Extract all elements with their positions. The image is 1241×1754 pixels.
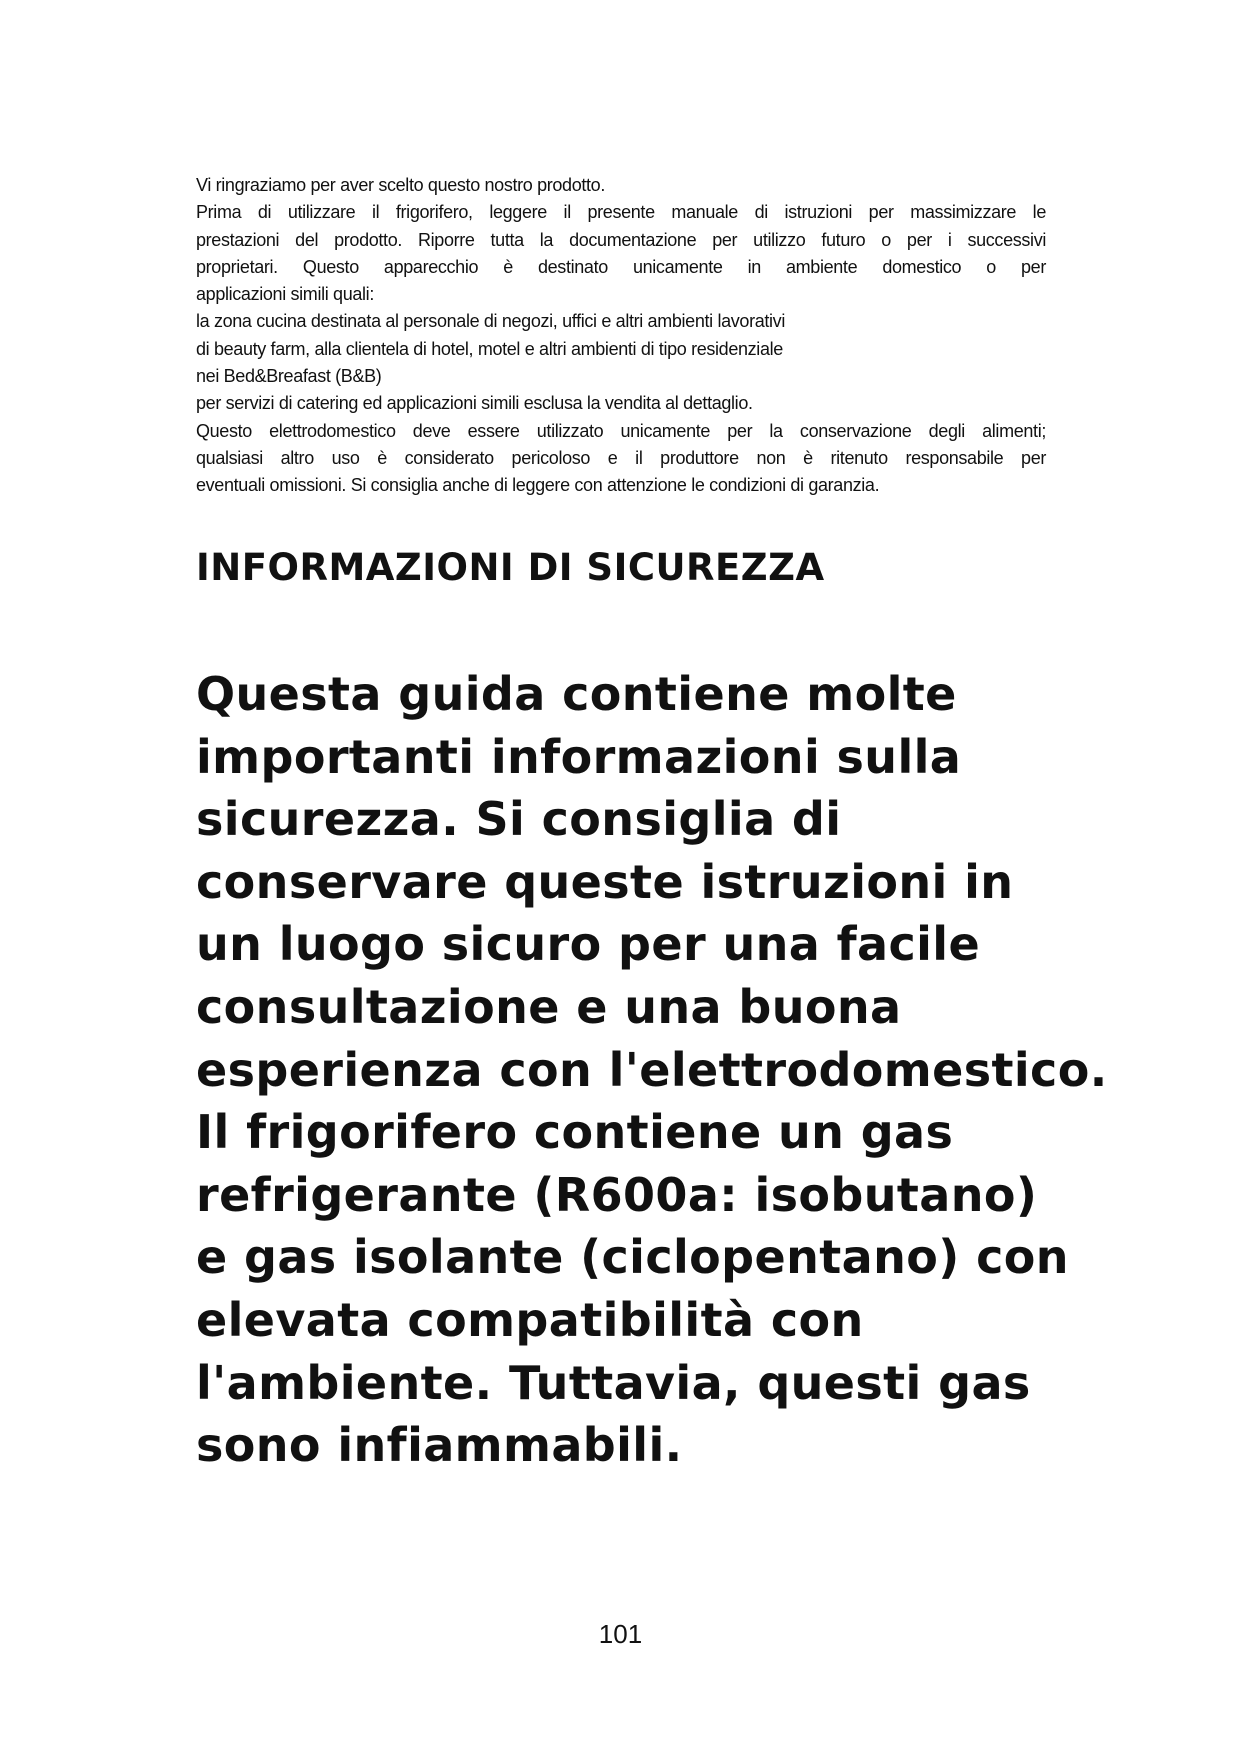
warning-line: refrigerante (R600a: isobutano) [196, 1167, 1038, 1222]
warning-line: l'ambiente. Tuttavia, questi gas [196, 1355, 1031, 1410]
safety-warning-text [196, 663, 1108, 1477]
warning-line: e gas isolante (ciclopentano) con [196, 1230, 1069, 1285]
intro-line: qualsiasi altro uso è considerato pericoloso e il produttore non è ritenuto responsabile per [196, 447, 1046, 468]
intro-line: Vi ringraziamo per aver scelto questo nostro prodotto. [196, 175, 605, 195]
intro-line: prestazioni del prodotto. Riporre tutta la documentazione per utilizzo futuro o per i successivi [196, 229, 1046, 250]
warning-line: un luogo sicuro per una facile [196, 917, 981, 972]
warning-line: elevata compatibilità con [196, 1292, 864, 1347]
intro-line: Prima di utilizzare il frigorifero, leggere il presente manuale di istruzioni per massimizzare le [196, 202, 1046, 223]
intro-line: eventuali omissioni. Si consiglia anche di leggere con attenzione le condizioni di garanzia. [196, 475, 880, 496]
intro-line: applicazioni simili quali: [196, 284, 374, 305]
section-heading: INFORMAZIONI DI SICUREZZA [196, 546, 825, 589]
intro-line: nei Bed&Breafast (B&B) [196, 366, 382, 387]
warning-line: Questa guida contiene molte [196, 667, 957, 721]
intro-line: per servizi di catering ed applicazioni simili esclusa la vendita al dettaglio. [196, 393, 753, 414]
warning-line: esperienza con l'elettrodomestico. [196, 1042, 1108, 1097]
intro-line: la zona cucina destinata al personale di negozi, uffici e altri ambienti lavorativi [196, 311, 785, 332]
warning-line: sicurezza. Si consiglia di [196, 792, 842, 847]
warning-line: importanti informazioni sulla [196, 729, 962, 784]
warning-line: Il frigorifero contiene un gas [196, 1105, 954, 1160]
warning-line: sono infiammabili. [196, 1418, 683, 1473]
intro-line: Questo elettrodomestico deve essere utilizzato unicamente per la conservazione degli alimenti; [196, 420, 1046, 441]
intro-paragraph [196, 172, 1046, 500]
warning-line: consultazione e una buona [196, 979, 902, 1034]
intro-line: di beauty farm, alla clientela di hotel, motel e altri ambienti di tipo residenziale [196, 338, 783, 359]
intro-line: proprietari. Questo apparecchio è destinato unicamente in ambiente domestico o per [196, 256, 1046, 277]
page-number: 101 [598, 1619, 643, 1649]
warning-line: conservare queste istruzioni in [196, 854, 1014, 909]
